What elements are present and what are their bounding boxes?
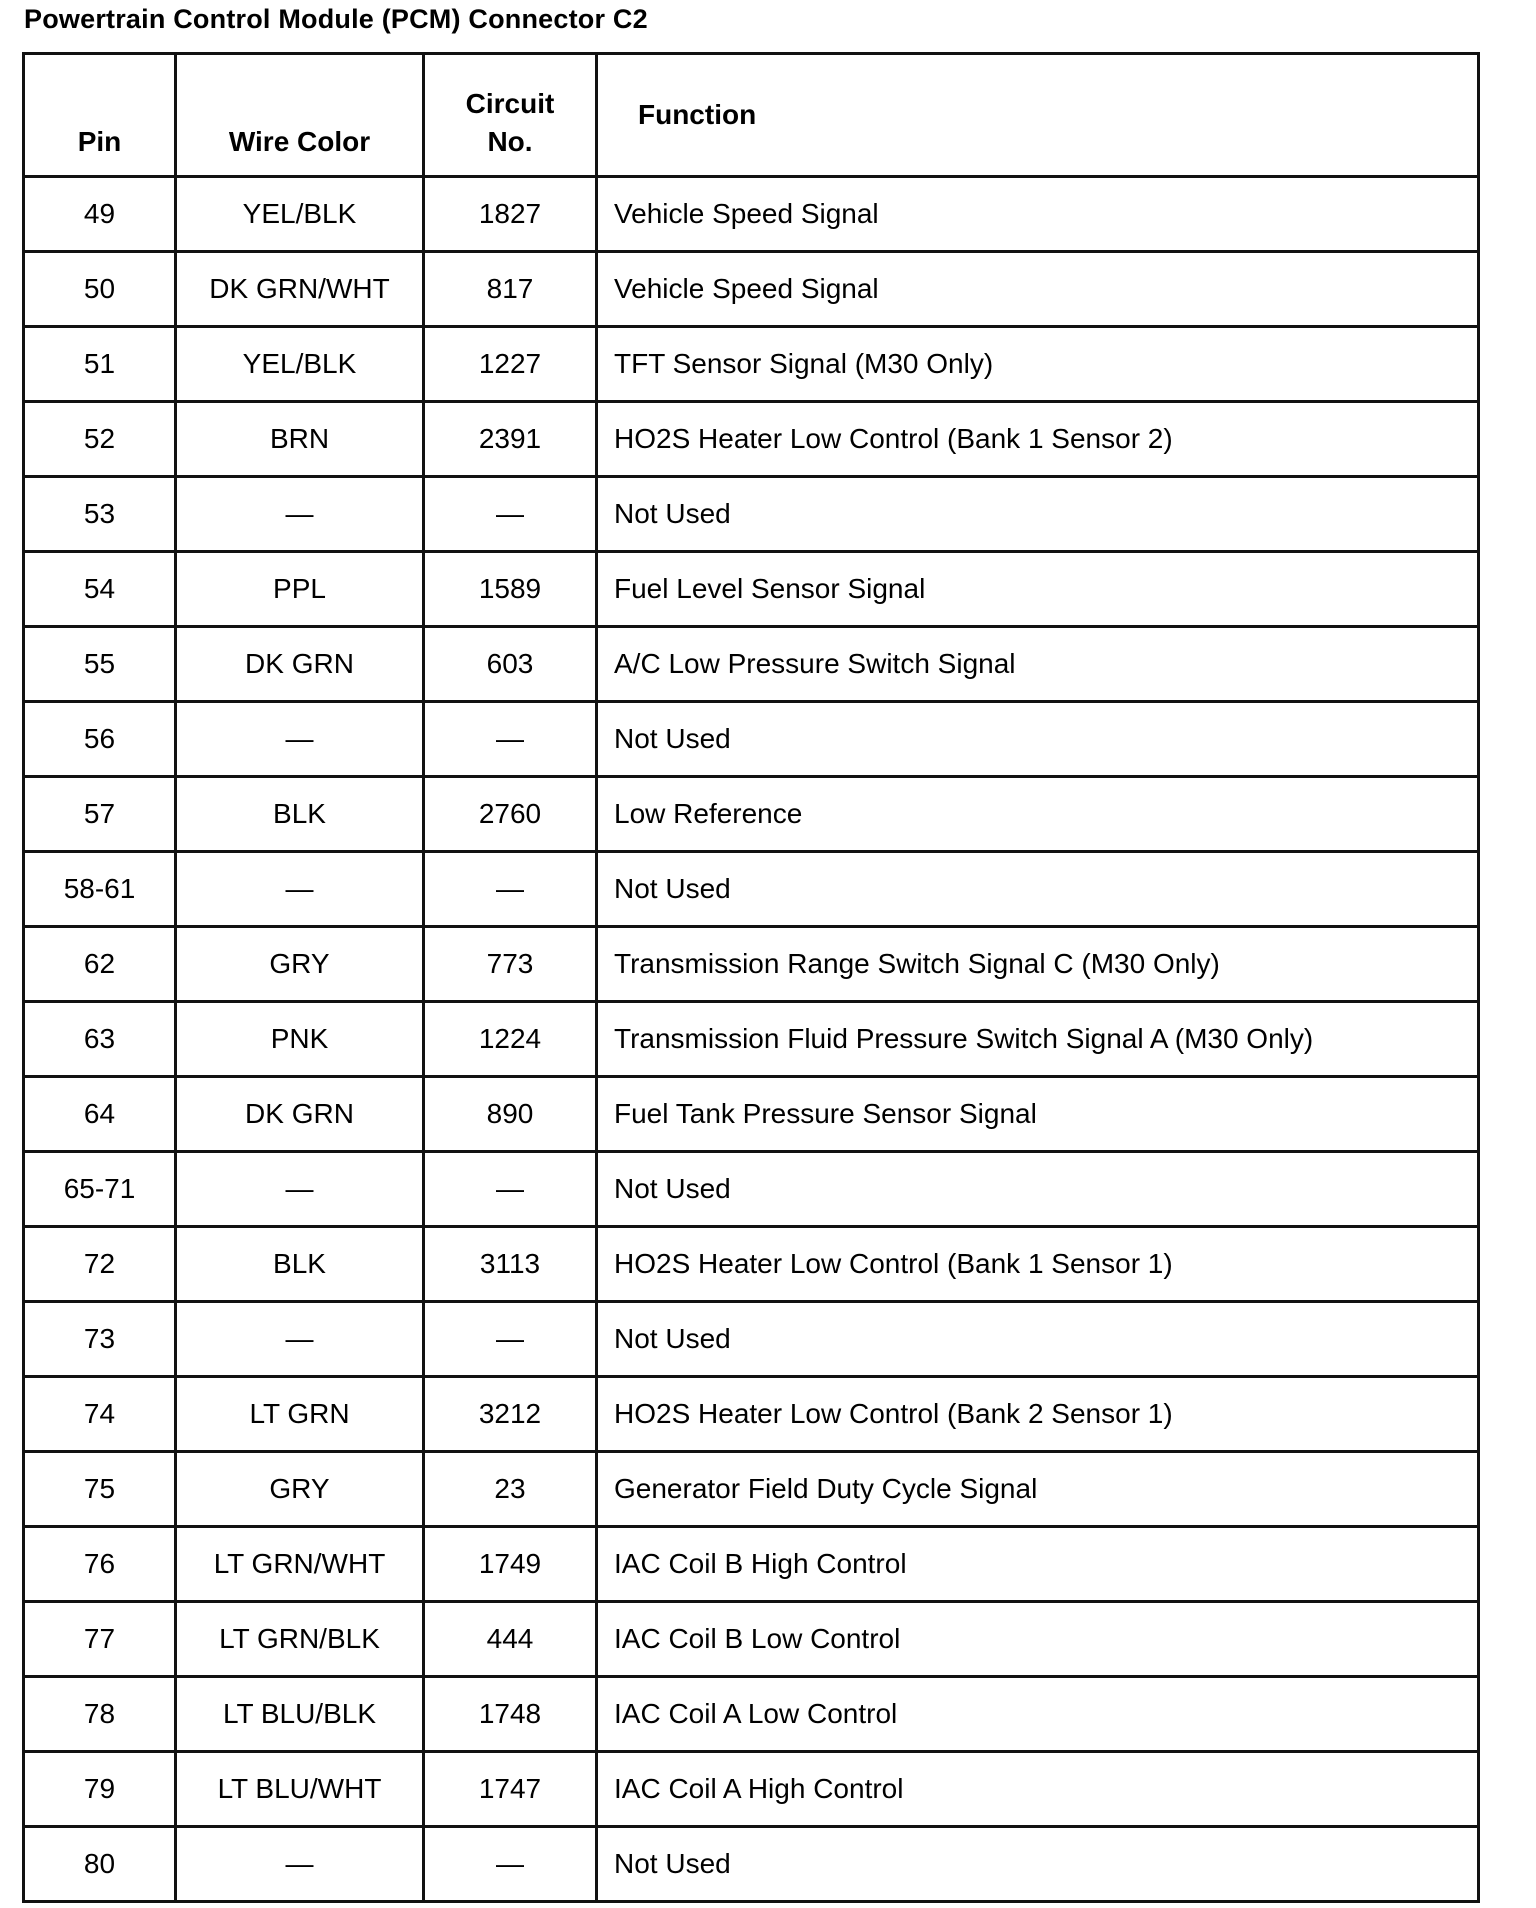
wire-color-cell: BLK — [176, 777, 424, 852]
function-cell: IAC Coil B Low Control — [597, 1602, 1479, 1677]
table-header-row — [24, 54, 1479, 177]
function-cell: IAC Coil A Low Control — [597, 1677, 1479, 1752]
pin-cell: 72 — [24, 1227, 176, 1302]
circuit-number-cell: — — [424, 852, 597, 927]
connector-pin-table — [22, 52, 1480, 1903]
wire-color-cell: LT BLU/WHT — [176, 1752, 424, 1827]
function-cell: Fuel Tank Pressure Sensor Signal — [597, 1077, 1479, 1152]
table-row — [24, 1152, 1479, 1227]
wire-color-cell: DK GRN/WHT — [176, 252, 424, 327]
pin-cell: 49 — [24, 177, 176, 252]
wire-color-cell: — — [176, 702, 424, 777]
function-cell: HO2S Heater Low Control (Bank 2 Sensor 1) — [597, 1377, 1479, 1452]
wire-color-cell: DK GRN — [176, 627, 424, 702]
circuit-number-cell: 2760 — [424, 777, 597, 852]
pin-cell: 73 — [24, 1302, 176, 1377]
wire-color-cell: — — [176, 1827, 424, 1902]
function-cell: Generator Field Duty Cycle Signal — [597, 1452, 1479, 1527]
function-cell: Not Used — [597, 1152, 1479, 1227]
pin-cell: 51 — [24, 327, 176, 402]
document-title: Powertrain Control Module (PCM) Connector C2 — [24, 4, 648, 34]
table-row — [24, 177, 1479, 252]
header-pin: Pin — [24, 54, 176, 177]
pin-cell: 63 — [24, 1002, 176, 1077]
circuit-number-cell: — — [424, 1827, 597, 1902]
function-cell: Not Used — [597, 1302, 1479, 1377]
wire-color-cell: LT GRN/WHT — [176, 1527, 424, 1602]
circuit-number-cell: — — [424, 477, 597, 552]
circuit-number-cell: 1747 — [424, 1752, 597, 1827]
wire-color-cell: — — [176, 477, 424, 552]
function-cell: Not Used — [597, 852, 1479, 927]
function-cell: HO2S Heater Low Control (Bank 1 Sensor 1) — [597, 1227, 1479, 1302]
circuit-number-cell: 817 — [424, 252, 597, 327]
table-row — [24, 852, 1479, 927]
pin-cell: 58-61 — [24, 852, 176, 927]
function-cell: IAC Coil A High Control — [597, 1752, 1479, 1827]
function-cell: Fuel Level Sensor Signal — [597, 552, 1479, 627]
pin-cell: 75 — [24, 1452, 176, 1527]
pin-cell: 56 — [24, 702, 176, 777]
table-row — [24, 327, 1479, 402]
wire-color-cell: — — [176, 1302, 424, 1377]
pin-cell: 80 — [24, 1827, 176, 1902]
pin-cell: 77 — [24, 1602, 176, 1677]
function-cell: Vehicle Speed Signal — [597, 177, 1479, 252]
table-row — [24, 702, 1479, 777]
circuit-number-cell: 890 — [424, 1077, 597, 1152]
function-cell: Transmission Fluid Pressure Switch Signal A (M30 Only) — [597, 1002, 1479, 1077]
table-row — [24, 1827, 1479, 1902]
circuit-number-cell: 3212 — [424, 1377, 597, 1452]
function-cell: HO2S Heater Low Control (Bank 1 Sensor 2) — [597, 402, 1479, 477]
table-row — [24, 1002, 1479, 1077]
circuit-number-cell: 2391 — [424, 402, 597, 477]
function-cell: IAC Coil B High Control — [597, 1527, 1479, 1602]
table-row — [24, 1602, 1479, 1677]
wire-color-cell: BLK — [176, 1227, 424, 1302]
circuit-number-cell: — — [424, 1152, 597, 1227]
function-cell: Low Reference — [597, 777, 1479, 852]
function-cell: Transmission Range Switch Signal C (M30 Only) — [597, 927, 1479, 1002]
wire-color-cell: LT BLU/BLK — [176, 1677, 424, 1752]
pin-cell: 53 — [24, 477, 176, 552]
pin-cell: 65-71 — [24, 1152, 176, 1227]
wire-color-cell: BRN — [176, 402, 424, 477]
circuit-number-cell: 3113 — [424, 1227, 597, 1302]
header-circuit-number — [424, 54, 597, 177]
circuit-number-cell: 1827 — [424, 177, 597, 252]
table-row — [24, 552, 1479, 627]
table-row — [24, 927, 1479, 1002]
table-row — [24, 1452, 1479, 1527]
table-row — [24, 1527, 1479, 1602]
wire-color-cell: YEL/BLK — [176, 327, 424, 402]
table-row — [24, 1377, 1479, 1452]
circuit-number-cell: 773 — [424, 927, 597, 1002]
circuit-number-cell: — — [424, 1302, 597, 1377]
pin-cell: 62 — [24, 927, 176, 1002]
function-cell: Not Used — [597, 477, 1479, 552]
table-row — [24, 252, 1479, 327]
function-cell: TFT Sensor Signal (M30 Only) — [597, 327, 1479, 402]
pin-cell: 55 — [24, 627, 176, 702]
table-row — [24, 402, 1479, 477]
circuit-number-cell: 1749 — [424, 1527, 597, 1602]
wire-color-cell: LT GRN/BLK — [176, 1602, 424, 1677]
table-row — [24, 627, 1479, 702]
pin-cell: 57 — [24, 777, 176, 852]
header-circuit-line2: No. — [487, 126, 533, 157]
pin-cell: 79 — [24, 1752, 176, 1827]
wire-color-cell: — — [176, 1152, 424, 1227]
function-cell: Not Used — [597, 702, 1479, 777]
wire-color-cell: LT GRN — [176, 1377, 424, 1452]
pin-cell: 74 — [24, 1377, 176, 1452]
wire-color-cell: DK GRN — [176, 1077, 424, 1152]
wire-color-cell: GRY — [176, 927, 424, 1002]
header-circuit-line1: Circuit — [465, 88, 555, 119]
pin-cell: 76 — [24, 1527, 176, 1602]
table-row — [24, 777, 1479, 852]
function-cell: Vehicle Speed Signal — [597, 252, 1479, 327]
wire-color-cell: PPL — [176, 552, 424, 627]
wire-color-cell: PNK — [176, 1002, 424, 1077]
pin-cell: 50 — [24, 252, 176, 327]
circuit-number-cell: 1589 — [424, 552, 597, 627]
pin-cell: 78 — [24, 1677, 176, 1752]
circuit-number-cell: 1748 — [424, 1677, 597, 1752]
circuit-number-cell: 444 — [424, 1602, 597, 1677]
pin-cell: 54 — [24, 552, 176, 627]
table-row — [24, 1302, 1479, 1377]
table-row — [24, 1752, 1479, 1827]
pin-cell: 64 — [24, 1077, 176, 1152]
table-body — [24, 177, 1479, 1902]
circuit-number-cell: 23 — [424, 1452, 597, 1527]
circuit-number-cell: — — [424, 702, 597, 777]
header-wire-color: Wire Color — [176, 54, 424, 177]
header-function: Function — [597, 54, 1479, 177]
function-cell: A/C Low Pressure Switch Signal — [597, 627, 1479, 702]
wire-color-cell: — — [176, 852, 424, 927]
function-cell: Not Used — [597, 1827, 1479, 1902]
table-row — [24, 1077, 1479, 1152]
table-row — [24, 477, 1479, 552]
pin-cell: 52 — [24, 402, 176, 477]
table-row — [24, 1227, 1479, 1302]
circuit-number-cell: 1224 — [424, 1002, 597, 1077]
circuit-number-cell: 603 — [424, 627, 597, 702]
wire-color-cell: GRY — [176, 1452, 424, 1527]
table-row — [24, 1677, 1479, 1752]
wire-color-cell: YEL/BLK — [176, 177, 424, 252]
circuit-number-cell: 1227 — [424, 327, 597, 402]
